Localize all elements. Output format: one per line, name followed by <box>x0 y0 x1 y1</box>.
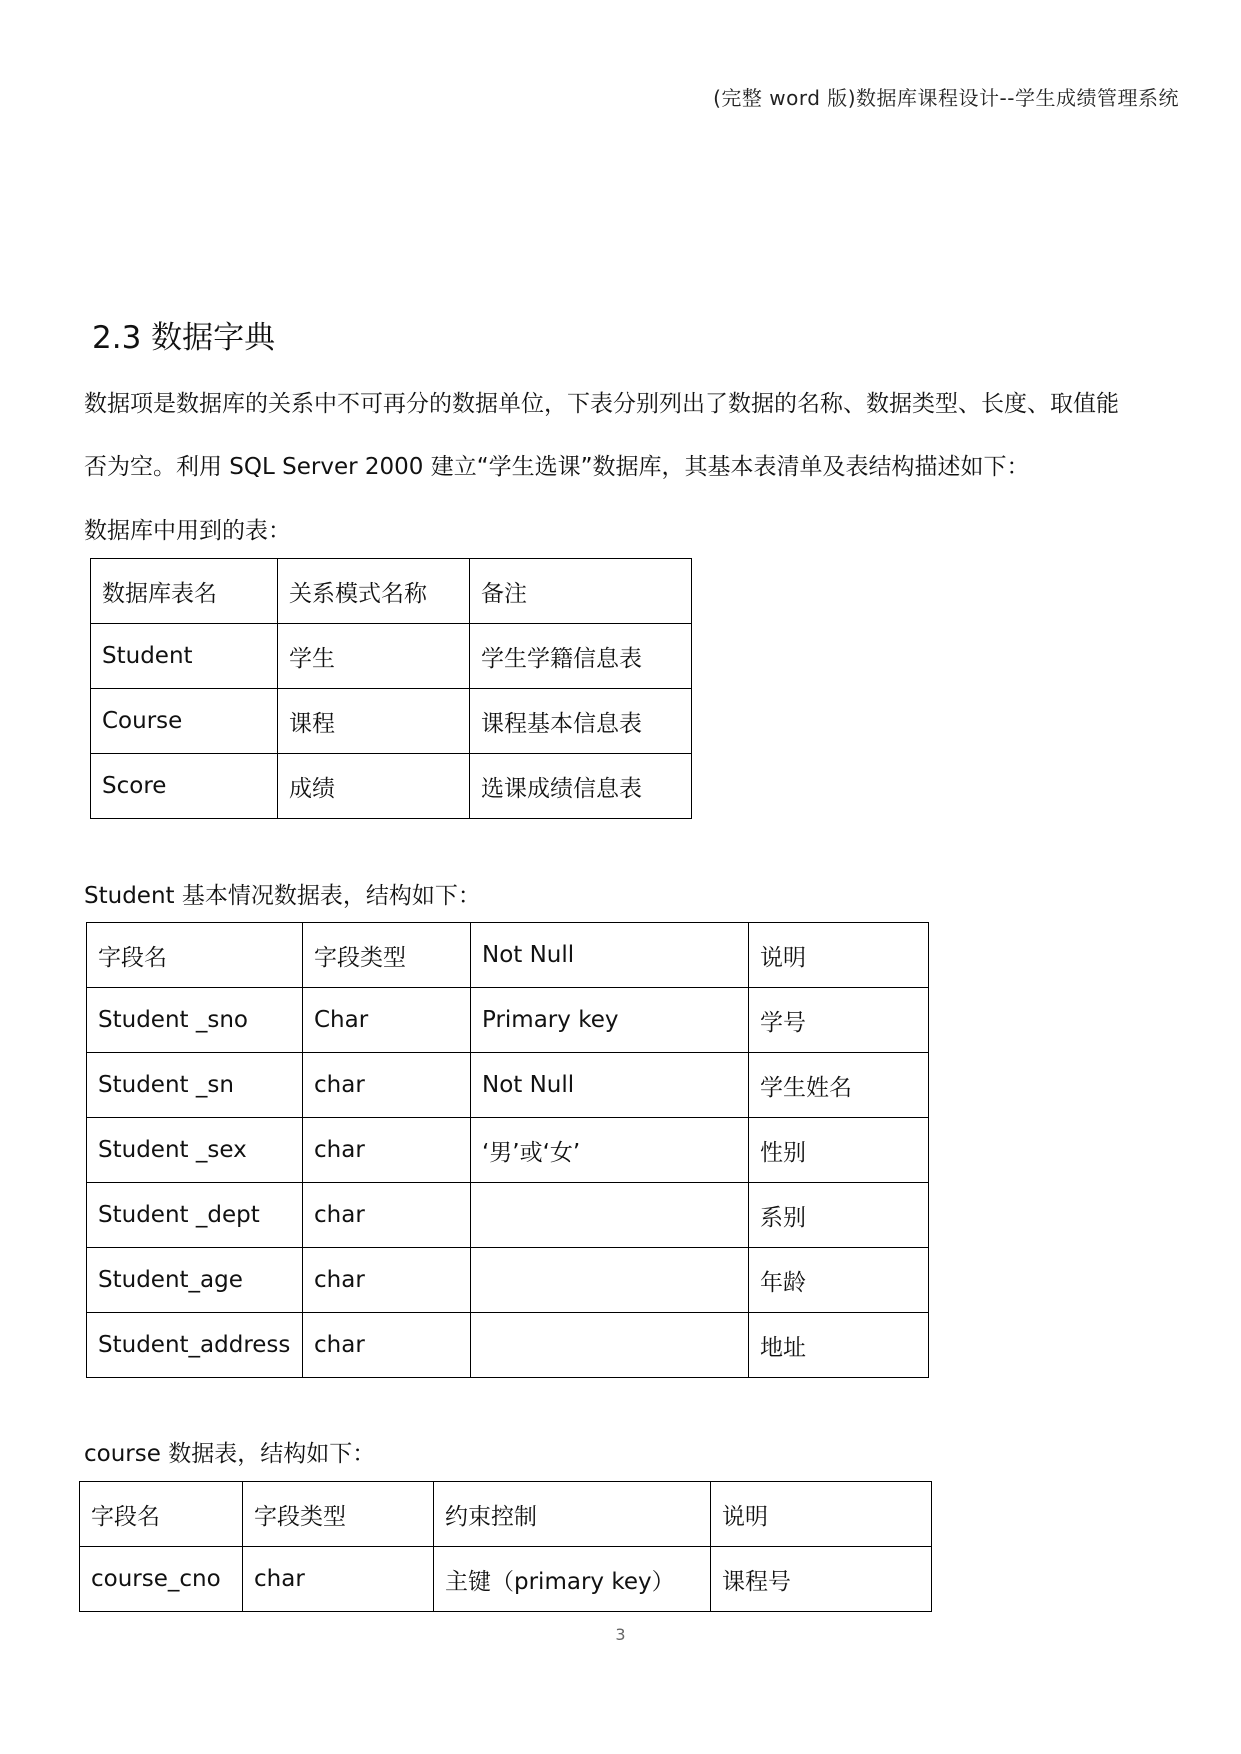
table-cell: Char <box>303 988 471 1053</box>
table-cell: course_cno <box>80 1547 243 1612</box>
table-row <box>87 1183 929 1248</box>
table-cell <box>471 1248 749 1313</box>
table-cell: 字段名 <box>80 1482 243 1547</box>
tables-caption: 数据库中用到的表： <box>84 518 291 544</box>
table-cell: Student _sno <box>87 988 303 1053</box>
table-cell: char <box>303 1313 471 1378</box>
table-cell: Course <box>91 689 278 754</box>
table-cell: 课程号 <box>711 1547 932 1612</box>
table-cell: 字段类型 <box>303 923 471 988</box>
table-cell: Score <box>91 754 278 819</box>
table-row <box>87 1053 929 1118</box>
tables-list-table <box>90 558 692 819</box>
table-cell <box>471 1313 749 1378</box>
table-cell: char <box>303 1248 471 1313</box>
table-row <box>87 988 929 1053</box>
table-row <box>91 624 692 689</box>
table-cell: 选课成绩信息表 <box>470 754 692 819</box>
table-cell: Student _sn <box>87 1053 303 1118</box>
table-cell: Student <box>91 624 278 689</box>
table-cell: 字段名 <box>87 923 303 988</box>
table-cell: 学号 <box>749 988 929 1053</box>
table-cell: 学生 <box>278 624 470 689</box>
table-cell: 说明 <box>711 1482 932 1547</box>
student-table-caption: Student 基本情况数据表，结构如下： <box>84 883 481 909</box>
table-cell: 成绩 <box>278 754 470 819</box>
course-table <box>79 1481 932 1612</box>
table-row <box>91 559 692 624</box>
table-row <box>80 1482 932 1547</box>
table-cell <box>471 1183 749 1248</box>
table-cell: Student _dept <box>87 1183 303 1248</box>
table-cell: 备注 <box>470 559 692 624</box>
table-cell: 性别 <box>749 1118 929 1183</box>
table-cell: char <box>303 1053 471 1118</box>
paragraph-line-1: 数据项是数据库的关系中不可再分的数据单位，下表分别列出了数据的名称、数据类型、长度、取值能 <box>84 391 1119 417</box>
table-cell: 学生姓名 <box>749 1053 929 1118</box>
table-cell: char <box>303 1183 471 1248</box>
page-header: (完整 word 版)数据库课程设计--学生成绩管理系统 <box>713 86 1179 110</box>
table-cell: 年龄 <box>749 1248 929 1313</box>
paragraph-line-2: 否为空。利用 SQL Server 2000 建立“学生选课”数据库，其基本表清单及表结构描述如下： <box>84 454 1030 480</box>
table-row <box>87 1118 929 1183</box>
table-cell: 约束控制 <box>434 1482 711 1547</box>
table-cell: ‘男’或‘女’ <box>471 1118 749 1183</box>
table-cell: Not Null <box>471 1053 749 1118</box>
table-cell: 数据库表名 <box>91 559 278 624</box>
table-cell: Student_age <box>87 1248 303 1313</box>
table-cell: 地址 <box>749 1313 929 1378</box>
table-row <box>80 1547 932 1612</box>
table-cell: 学生学籍信息表 <box>470 624 692 689</box>
table-row <box>91 689 692 754</box>
table-cell: char <box>303 1118 471 1183</box>
page-number: 3 <box>615 1625 626 1644</box>
table-cell: 字段类型 <box>243 1482 434 1547</box>
table-cell: 课程 <box>278 689 470 754</box>
table-cell: 课程基本信息表 <box>470 689 692 754</box>
table-cell: 主键（primary key） <box>434 1547 711 1612</box>
table-cell: 关系模式名称 <box>278 559 470 624</box>
table-cell: char <box>243 1547 434 1612</box>
section-heading: 2.3 数据字典 <box>92 320 276 356</box>
table-cell: Student_address <box>87 1313 303 1378</box>
table-cell: Student _sex <box>87 1118 303 1183</box>
table-cell: Not Null <box>471 923 749 988</box>
table-cell: Primary key <box>471 988 749 1053</box>
table-cell: 说明 <box>749 923 929 988</box>
course-table-caption: course 数据表，结构如下： <box>84 1441 376 1467</box>
table-row <box>87 1313 929 1378</box>
table-cell: 系别 <box>749 1183 929 1248</box>
table-row <box>87 923 929 988</box>
table-row <box>87 1248 929 1313</box>
student-table <box>86 922 929 1378</box>
table-row <box>91 754 692 819</box>
